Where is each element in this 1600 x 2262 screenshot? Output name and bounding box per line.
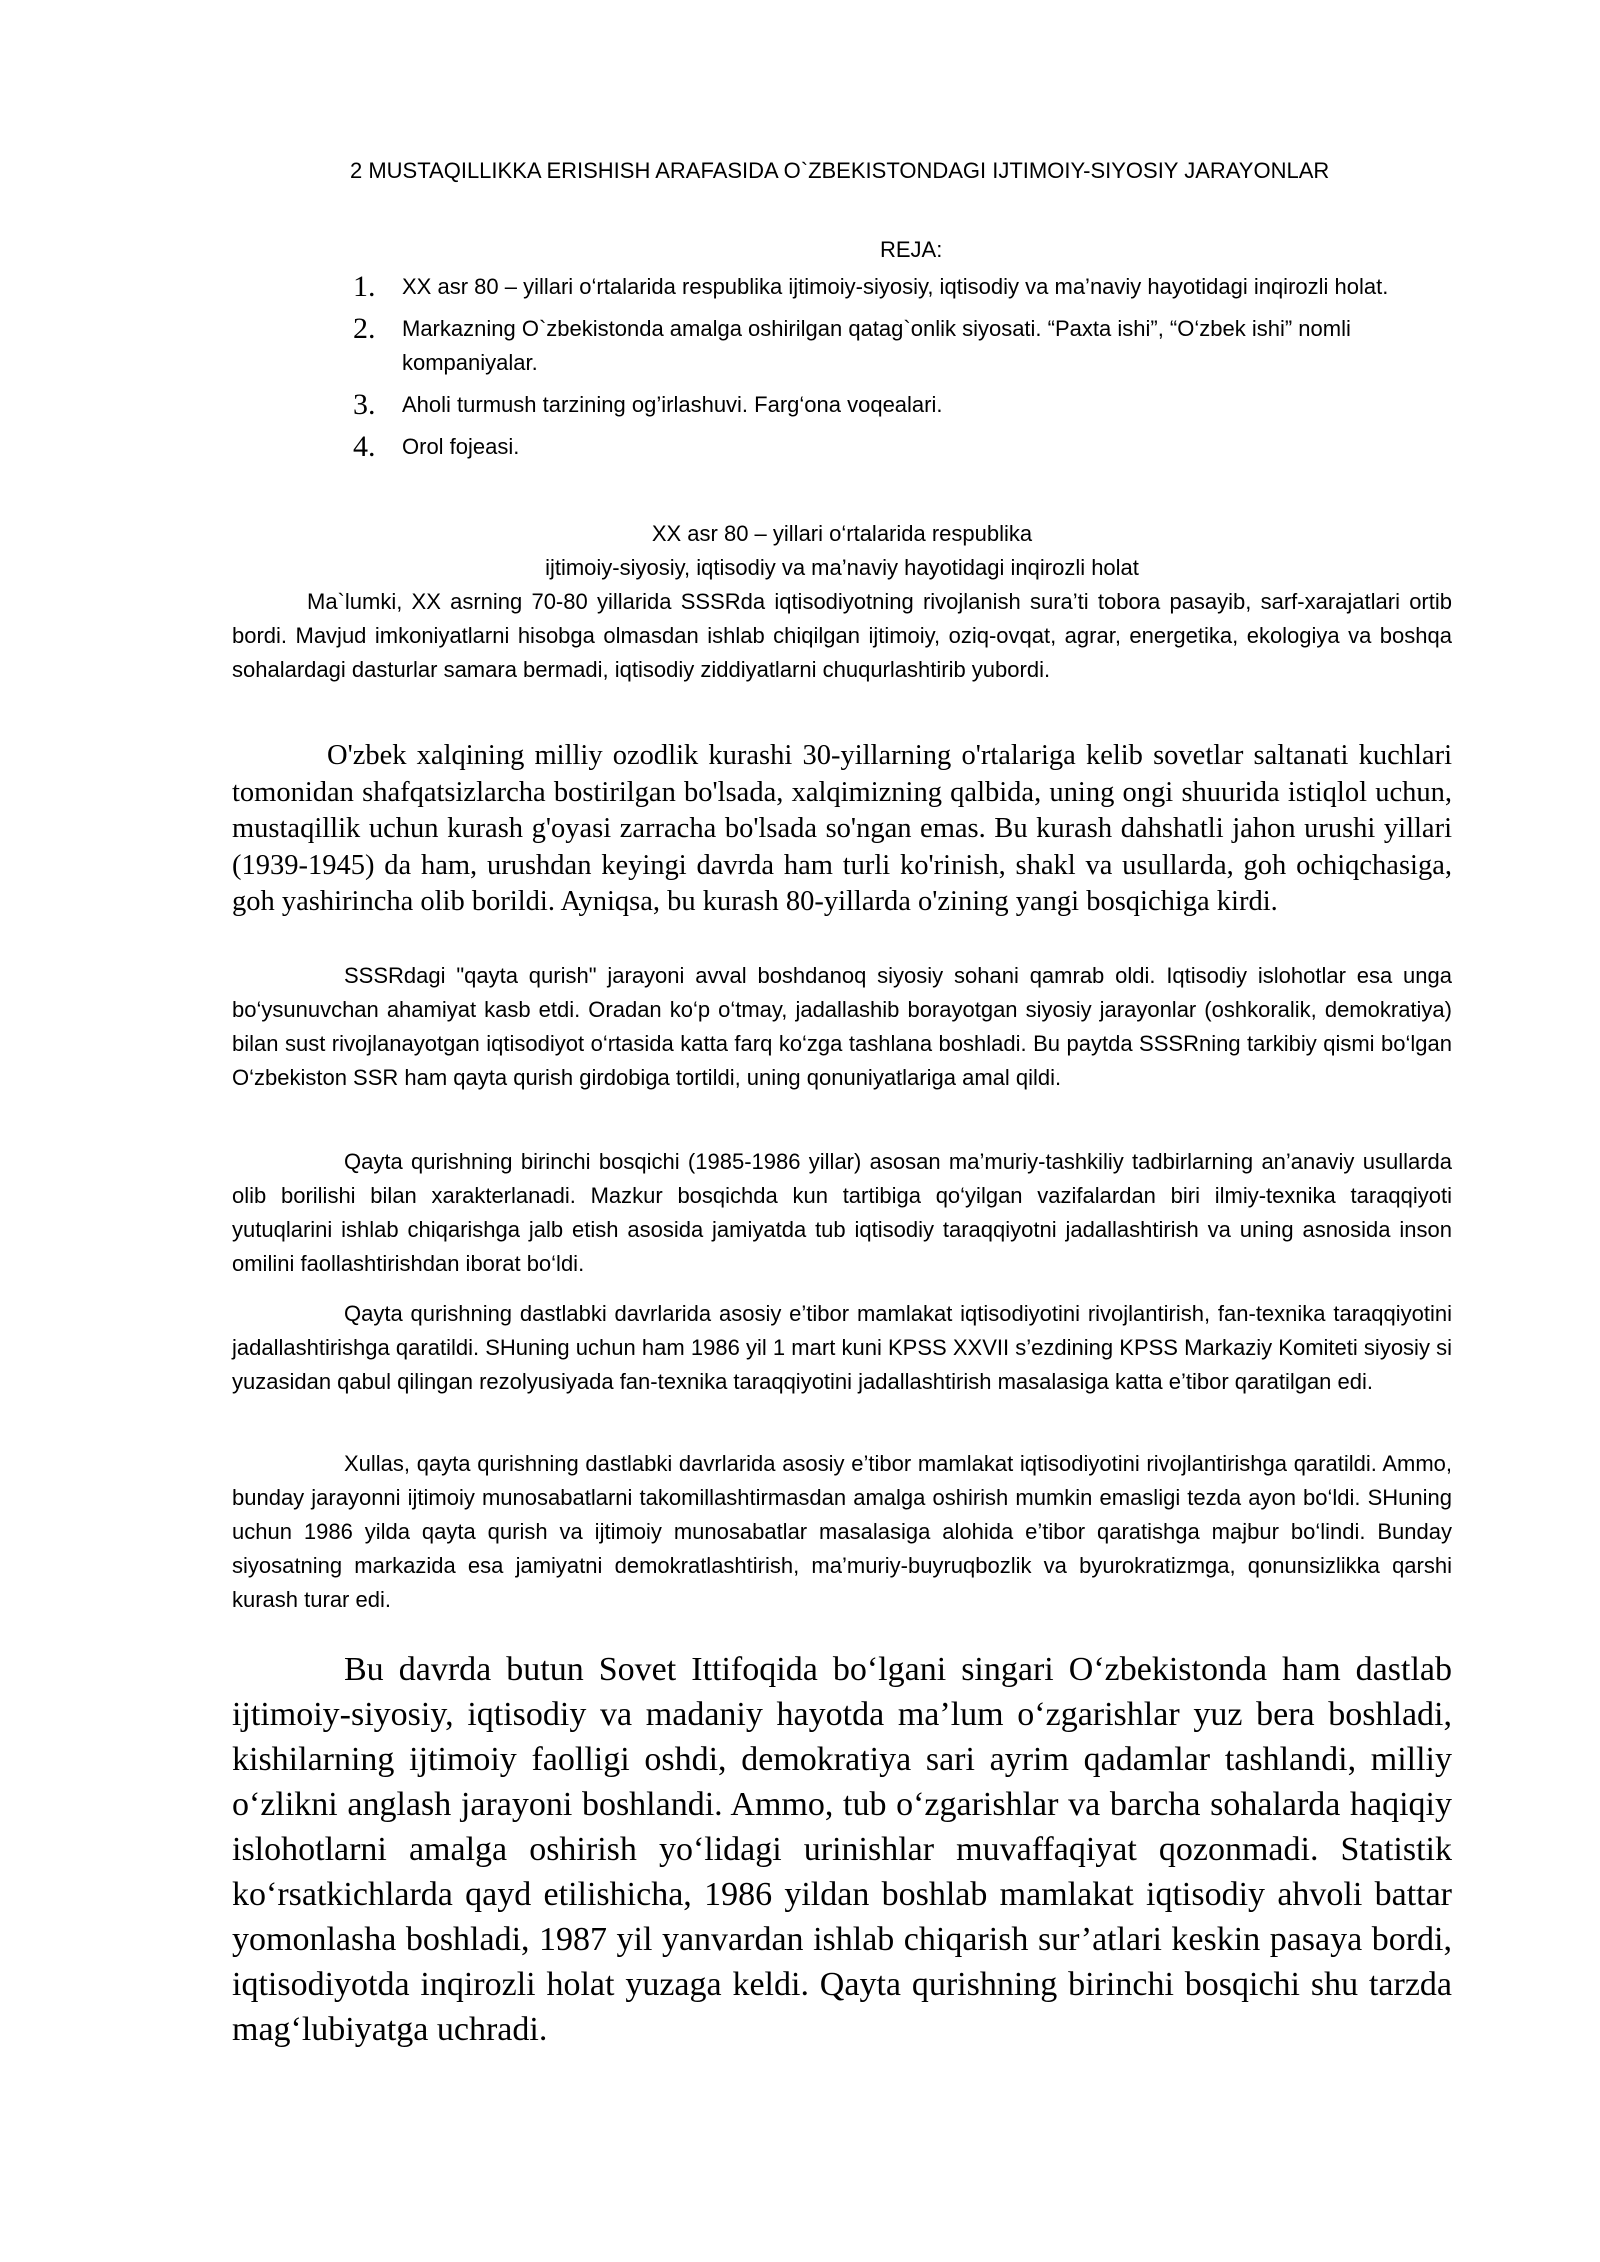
paragraph-1: Ma`lumki, XX asrning 70-80 yillarida SSSRda iqtisodiyotning rivojlanish sura’ti tobora pasayib, sarf-xarajatlari ortib bordi. Mavjud imkoniyatlarni hisobga olmasdan ishlab chiqilgan ijtimoiy, oziq-ovqat, agrar, energetika, ekologiya va boshqa sohalardagi dasturlar samara bermadi, iqtisodiy ziddiyatlarni chuqurlashtirib yubordi.: [232, 589, 1452, 682]
paragraph-2: O'zbek xalqining milliy ozodlik kurashi 30-yillarning o'rtalariga kelib sovetlar saltanati kuchlari tomonidan shafqatsizlarcha bostirilgan bo'lsada, xalqimizning qalbida, uning ongi shuurida istiqlol uchun, mustaqillik uchun kurash g'oyasi zarracha bo'lsada so'ngan emas. Bu kurash dahshatli jahon urushi yillari (1939-1945) da ham, urushdan keyingi davrda ham turli ko'rinish, shakl va usullarda, goh ochiqchasiga, goh yashirincha olib borildi. Ayniqsa, bu kurash 80-yillarda o'zining yangi bosqichiga kirdi.: [232, 740, 1452, 917]
plan-item-number: 1.: [353, 270, 376, 303]
plan-item: [350, 388, 1460, 422]
paragraph-7: Bu davrda butun Sovet Ittifoqida bo‘lgani singari O‘zbekistonda ham dastlab ijtimoiy-siyosiy, iqtisodiy va madaniy hayotda ma’lum o‘zgarishlar yuz bera boshladi, kishilarning ijtimoiy faolligi oshdi, demokratiya sari ayrim qadamlar tashlandi, milliy o‘zlikni anglash jarayoni boshlandi. Ammo, tub o‘zgarishlar va barcha sohalarda haqiqiy islohotlarni amalga oshirish yo‘lidagi urinishlar muvaffaqiyat qozonmadi. Statistik ko‘rsatkichlarda qayd etilishicha, 1986 yildan boshlab mamlakat iqtisodiy ahvoli battar yomonlasha boshladi, 1987 yil yanvardan ishlab chiqarish sur’atlari keskin pasaya bordi, iqtisodiyotda inqirozli holat yuzaga keldi. Qayta qurishning birinchi bosqichi shu tarzda mag‘lubiyatga uchradi.: [232, 1651, 1452, 2048]
plan-list: [350, 270, 1460, 472]
paragraph-6: Xullas, qayta qurishning dastlabki davrlarida asosiy e’tibor mamlakat iqtisodiyotini rivojlantirishga qaratildi. Ammo, bunday jarayonni ijtimoiy munosabatlarni takomillashtirmasdan amalga oshirish mumkin emasligi tezda ayon bo‘ldi. SHuning uchun 1986 yilda qayta qurish va ijtimoiy munosabatlar masalasiga alohida e’tibor qaratishga majbur bo‘lindi. Bunday siyosatning markazida esa jamiyatni demokratlashtirish, ma’muriy-buyruqbozlik va byurokratizmga, qonunsizlikka qarshi kurash turar edi.: [232, 1451, 1452, 1612]
document-title: 2 MUSTAQILLIKKA ERISHISH ARAFASIDA O`ZBEKISTONDAGI IJTIMOIY-SIYOSIY JARAYONLAR: [350, 158, 1330, 183]
plan-item-text: XX asr 80 – yillari o‘rtalarida respublika ijtimoiy-siyosiy, iqtisodiy va ma’naviy hayotidagi inqirozli holat.: [402, 274, 1389, 299]
paragraph-4: Qayta qurishning birinchi bosqichi (1985-1986 yillar) asosan ma’muriy-tashkiliy tadbirlarning an’anaviy usullarda olib borilishi bilan xarakterlanadi. Mazkur bosqichda kun tartibiga qo‘yilgan vazifalardan biri ilmiy-texnika taraqqiyoti yutuqlarini ishlab chiqarishga jalb etish asosida jamiyatda tub iqtisodiy taraqqiyotni jadallashtirish va uning asnosida inson omilini faollashtirishdan iborat bo‘ldi.: [232, 1149, 1452, 1276]
plan-item-text: Markazning O`zbekistonda amalga oshirilgan qatag`onlik siyosati. “Paxta ishi”, “O‘zbek ishi” nomli kompaniyalar.: [402, 316, 1351, 375]
plan-item-number: 3.: [353, 388, 376, 421]
plan-item-number: 2.: [353, 312, 376, 345]
plan-heading: REJA:: [880, 237, 943, 262]
plan-item: [350, 312, 1460, 380]
section-heading-line-2: ijtimoiy-siyosiy, iqtisodiy va ma’naviy hayotidagi inqirozli holat: [545, 555, 1139, 580]
plan-item: [350, 430, 1460, 464]
paragraph-3: SSSRdagi "qayta qurish" jarayoni avval boshdanoq siyosiy sohani qamrab oldi. Iqtisodiy islohotlar esa unga bo‘ysunuvchan ahamiyat kasb etdi. Oradan ko‘p o‘tmay, jadallashib borayotgan siyosiy jarayonlar (oshkoralik, demokratiya) bilan sust rivojlanayotgan iqtisodiyot o‘rtasida katta farq ko‘zga tashlana boshladi. Bu paytda SSSRning tarkibiy qismi bo‘lgan O‘zbekiston SSR ham qayta qurish girdobiga tortildi, uning qonuniyatlariga amal qildi.: [232, 963, 1452, 1090]
plan-item: [350, 270, 1460, 304]
plan-item-number: 4.: [353, 430, 376, 463]
plan-item-text: Orol fojeasi.: [402, 434, 520, 459]
paragraph-5: Qayta qurishning dastlabki davrlarida asosiy e’tibor mamlakat iqtisodiyotini rivojlantirish, fan-texnika taraqqiyotini jadallashtirishga qaratildi. SHuning uchun ham 1986 yil 1 mart kuni KPSS XXVII s’ezdining KPSS Markaziy Komiteti siyosiy si yuzasidan qabul qilingan rezolyusiyada fan-texnika taraqqiyotini jadallashtirish masalasiga katta e’tibor qaratilgan edi.: [232, 1301, 1452, 1394]
plan-item-text: Aholi turmush tarzining og’irlashuvi. Farg‘ona voqealari.: [402, 392, 943, 417]
section-heading-line-1: XX asr 80 – yillari o‘rtalarida respublika: [651, 521, 1033, 546]
